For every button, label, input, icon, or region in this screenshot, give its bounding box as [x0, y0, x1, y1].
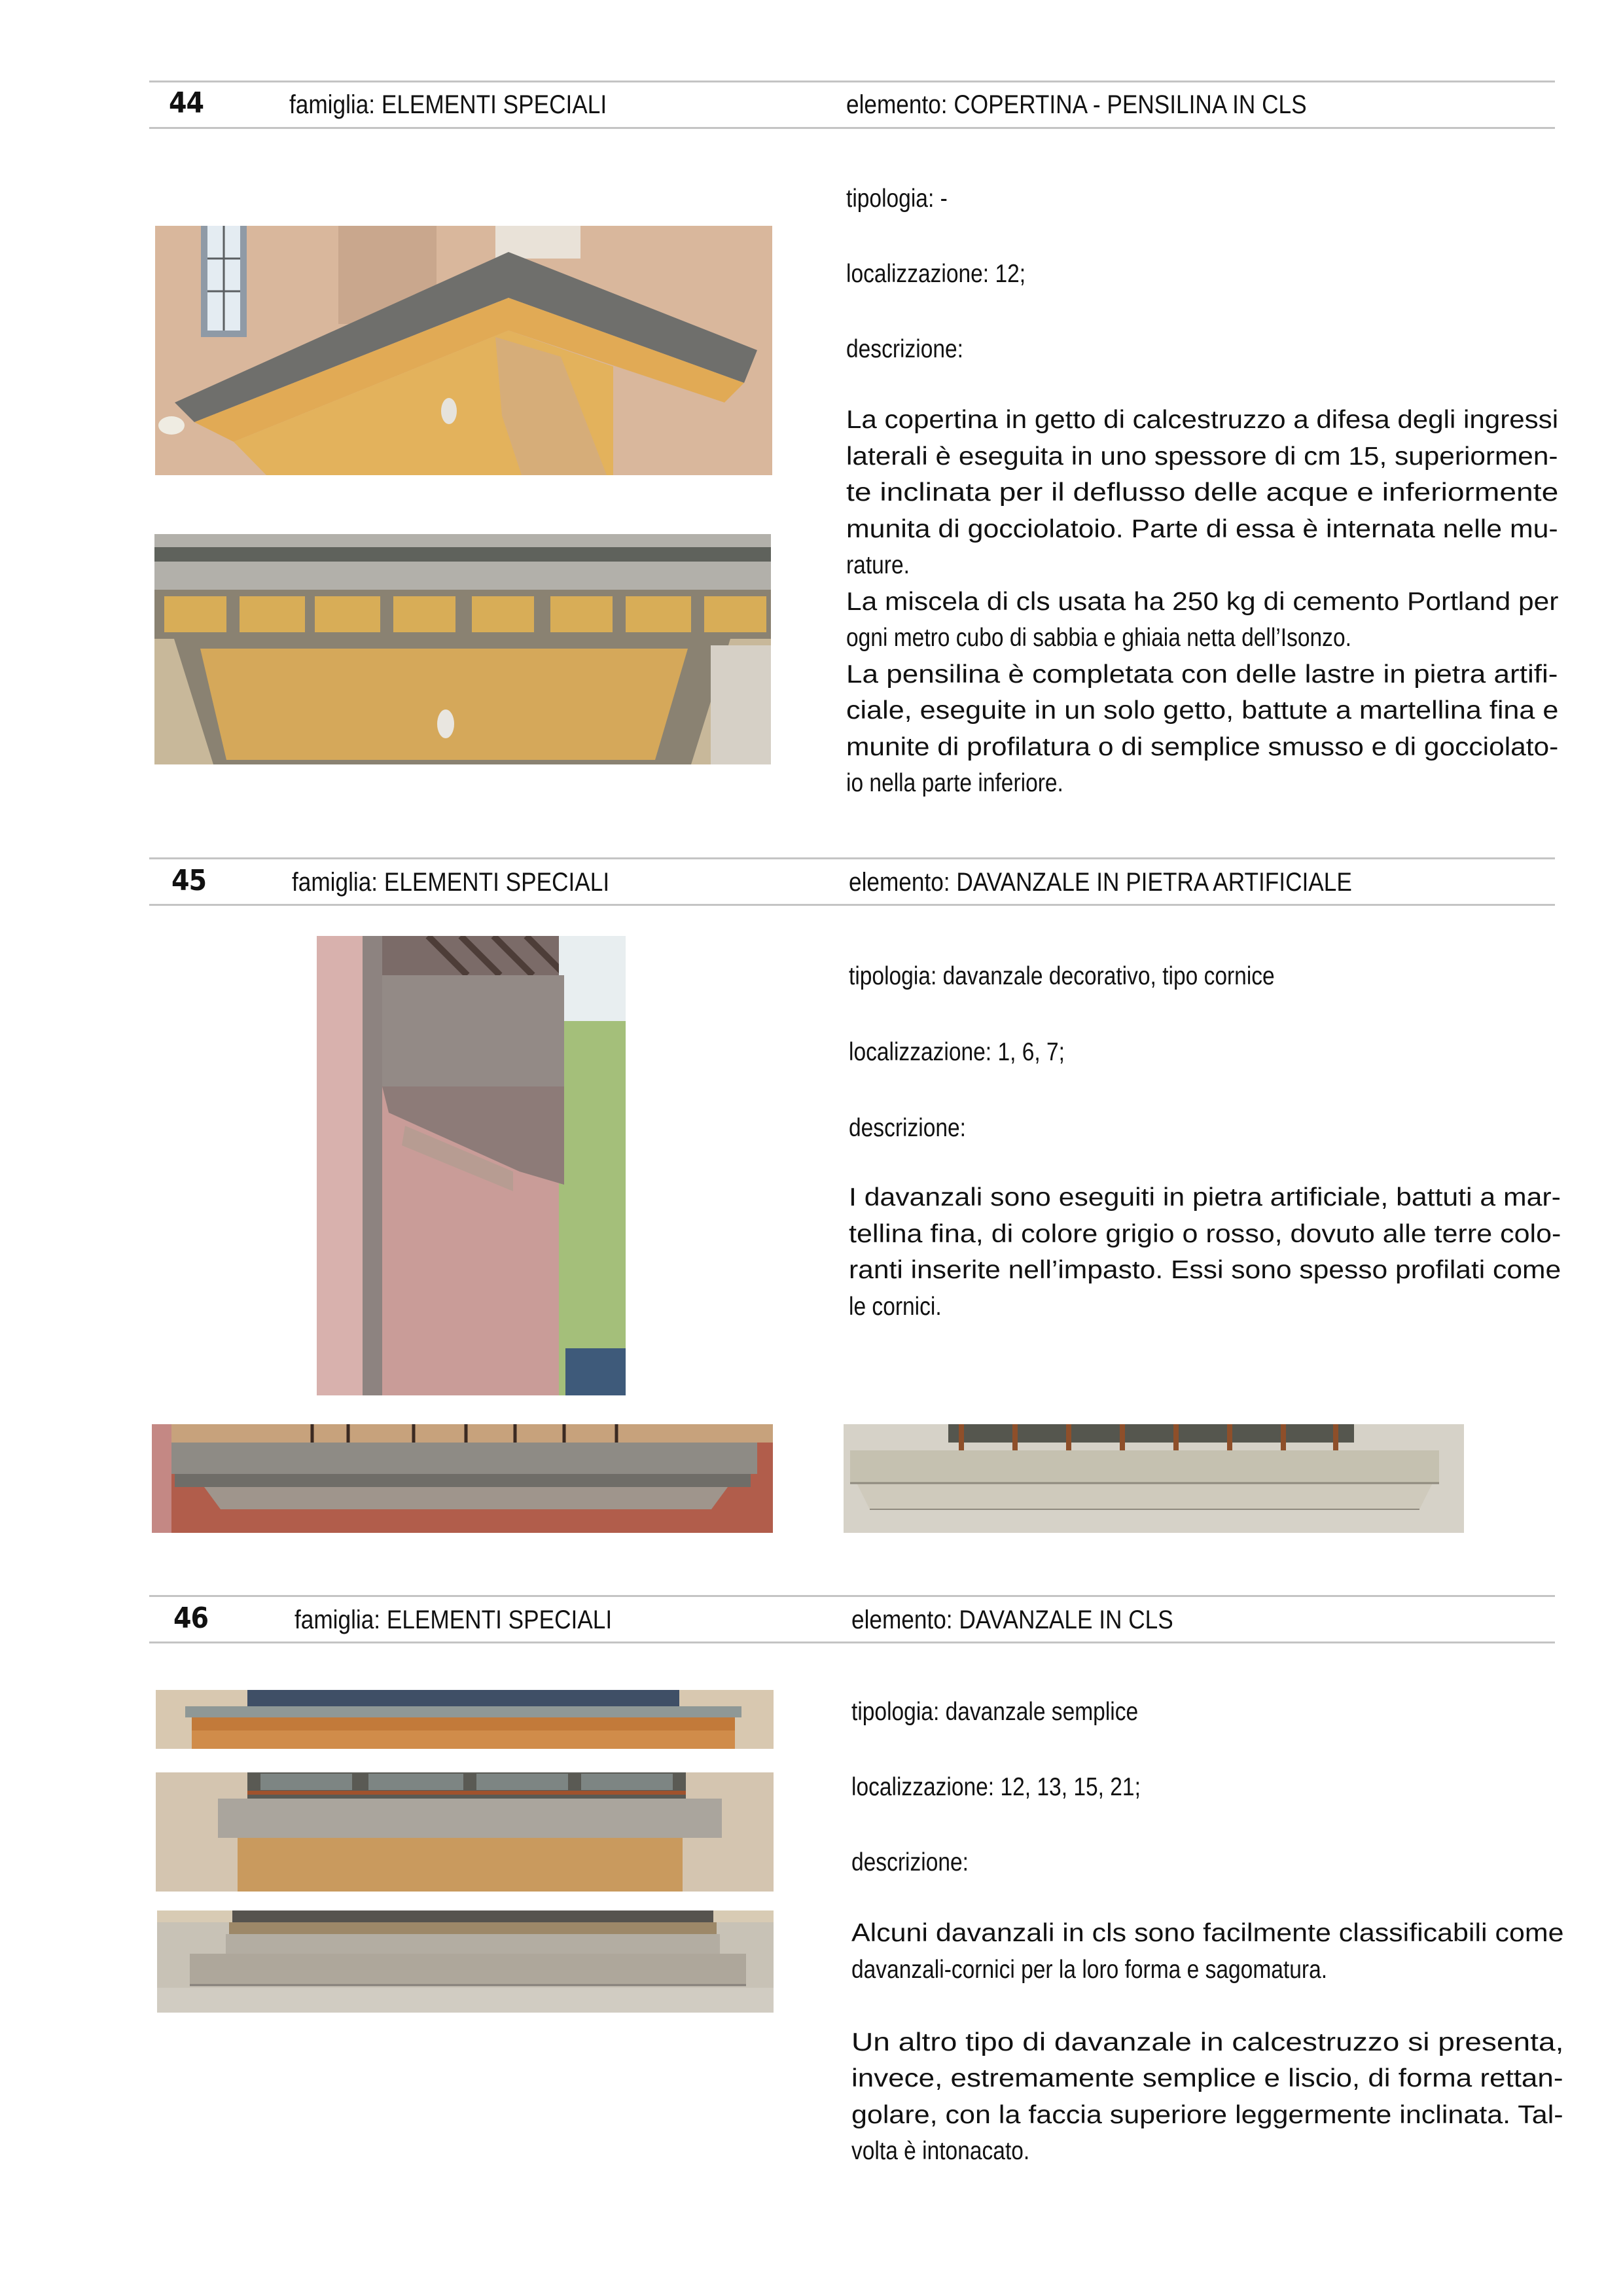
header-rule-bottom [149, 904, 1555, 906]
header-rule-top [149, 857, 1555, 859]
description-line: golare, con la faccia superiore leggermente inclinata. Tal- [851, 2100, 1563, 2129]
photo-davanzale-side [317, 936, 626, 1395]
description-line: ciale, eseguite in un solo getto, battute a martellina fina e [846, 696, 1559, 725]
elemento-label: elemento: DAVANZALE IN PIETRA ARTIFICIALE [849, 868, 1352, 897]
localizzazione: localizzazione: 12; [846, 260, 1026, 288]
header-rule-top [149, 1595, 1555, 1597]
tipologia: tipologia: - [846, 185, 948, 213]
description-line: le cornici. [849, 1292, 942, 1321]
localizzazione: localizzazione: 12, 13, 15, 21; [851, 1773, 1141, 1801]
tipologia: tipologia: davanzale semplice [851, 1698, 1139, 1726]
header-rule-bottom [149, 1641, 1555, 1643]
description-paragraph [851, 1915, 1563, 2170]
photo-davanzale-cls-1 [156, 1690, 774, 1749]
description-line: ranti inserite nell’impasto. Essi sono spesso profilati come [849, 1256, 1561, 1284]
header-rule-bottom [149, 127, 1555, 129]
description-paragraph [846, 402, 1558, 802]
photo-davanzale-cls-3 [157, 1910, 774, 2013]
famiglia-label: famiglia: ELEMENTI SPECIALI [294, 1605, 613, 1634]
section-number: 44 [169, 86, 204, 120]
section-number: 45 [171, 864, 207, 897]
description-line: volta è intonacato. [851, 2137, 1030, 2165]
description-line: Un altro tipo di davanzale in calcestruzzo si presenta, [851, 2028, 1564, 2056]
section-number: 46 [173, 1602, 209, 1635]
description-line: te inclinata per il deflusso delle acque e inferiormente [846, 478, 1559, 507]
description-line: La pensilina è completata con delle lastre in pietra artifi- [846, 660, 1558, 689]
elemento-label: elemento: COPERTINA - PENSILINA IN CLS [846, 90, 1307, 119]
description-line: tellina fina, di colore grigio o rosso, dovuto alle terre colo- [849, 1219, 1561, 1248]
famiglia-label: famiglia: ELEMENTI SPECIALI [292, 868, 610, 897]
photo-davanzale-cls-2 [156, 1772, 774, 1892]
description-line: invece, estremamente semplice e liscio, di forma rettan- [851, 2064, 1563, 2092]
description-line: munita di gocciolatoio. Parte di essa è internata nelle mu- [846, 514, 1558, 543]
descrizione-label: descrizione: [851, 1848, 969, 1876]
photo-davanzale-red [152, 1424, 773, 1533]
description-line: La miscela di cls usata ha 250 kg di cemento Portland per [846, 587, 1559, 616]
photo-pensilina-soffit [154, 534, 771, 764]
description-line: munite di profilatura o di semplice smusso e di gocciolato- [846, 732, 1559, 761]
famiglia-label: famiglia: ELEMENTI SPECIALI [289, 90, 607, 119]
description-line: davanzali-cornici per la loro forma e sagomatura. [851, 1955, 1328, 1984]
header-rule-top [149, 81, 1555, 82]
description-line: ogni metro cubo di sabbia e ghiaia netta dell’Isonzo. [846, 624, 1351, 652]
description-line: Alcuni davanzali in cls sono facilmente classificabili come [851, 1919, 1564, 1947]
description-paragraph [849, 1179, 1561, 1325]
description-line: La copertina in getto di calcestruzzo a difesa degli ingressi [846, 406, 1559, 434]
photo-davanzale-grey [844, 1424, 1464, 1533]
descrizione-label: descrizione: [849, 1114, 966, 1142]
description-line: I davanzali sono eseguiti in pietra artificiale, battuti a mar- [849, 1183, 1561, 1211]
description-line: io nella parte inferiore. [846, 769, 1063, 797]
photo-pensilina-angle [155, 226, 772, 475]
elemento-label: elemento: DAVANZALE IN CLS [851, 1605, 1173, 1634]
description-line: rature. [846, 551, 910, 579]
localizzazione: localizzazione: 1, 6, 7; [849, 1038, 1065, 1066]
tipologia: tipologia: davanzale decorativo, tipo cornice [849, 962, 1275, 990]
description-line: laterali è eseguita in uno spessore di cm 15, superiormen- [846, 442, 1558, 471]
descrizione-label: descrizione: [846, 335, 963, 363]
